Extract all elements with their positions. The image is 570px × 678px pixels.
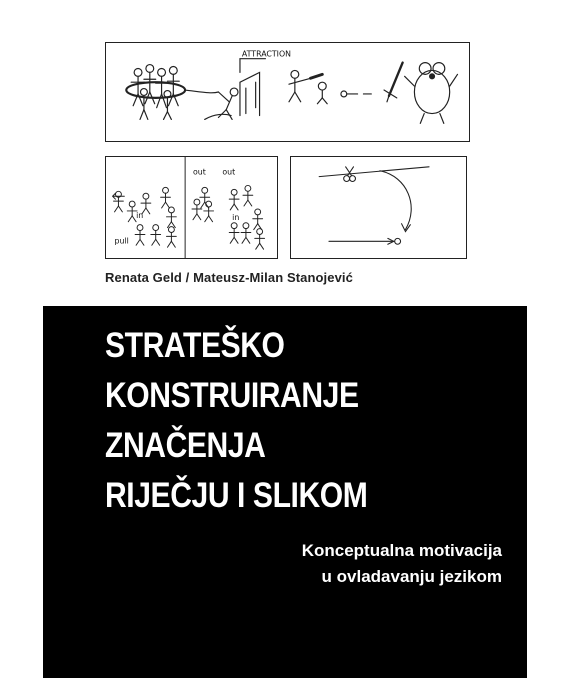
- target-dot: [395, 238, 401, 244]
- trajectory-drawing: [291, 157, 466, 258]
- sign-post: [240, 59, 265, 73]
- subtitle-line-2: u ovladavanju jezikom: [321, 567, 502, 586]
- illustration-in-out: [105, 156, 278, 259]
- subtitle-line-1: Konceptualna motivacija: [301, 541, 502, 560]
- left-out-label: out: [192, 167, 206, 177]
- right-out-label: out: [222, 167, 236, 177]
- attraction-drawing: [106, 43, 469, 141]
- illustration-trajectory: [290, 156, 467, 259]
- attraction-label: ATTRACTION: [241, 49, 292, 59]
- right-in-label: in: [232, 212, 240, 222]
- crowd-figures: [131, 65, 179, 120]
- pull-arrow: [205, 114, 231, 119]
- pull-label: pull: [114, 236, 129, 246]
- title-line-1: STRATEŠKO: [105, 326, 285, 365]
- lasso-loop: [126, 82, 185, 98]
- illustration-attraction: [105, 42, 470, 142]
- top-line: [319, 167, 429, 177]
- in-out-drawing: [106, 157, 277, 258]
- monster-figure: [405, 63, 458, 124]
- authors: Renata Geld / Mateusz-Milan Stanojević: [105, 270, 353, 285]
- trajectory-curve: [380, 171, 411, 230]
- right-figures: [192, 185, 265, 249]
- left-in-label: in: [136, 210, 144, 220]
- rope: [185, 90, 218, 93]
- title-line-4: RIJEČJU I SLIKOM: [105, 476, 368, 515]
- title-line-2: KONSTRUIRANJE: [105, 376, 359, 415]
- title-line-3: ZNAČENJA: [105, 426, 266, 465]
- sword-icon: [384, 63, 403, 102]
- striker-figures: [289, 70, 371, 103]
- doorway: [240, 72, 260, 115]
